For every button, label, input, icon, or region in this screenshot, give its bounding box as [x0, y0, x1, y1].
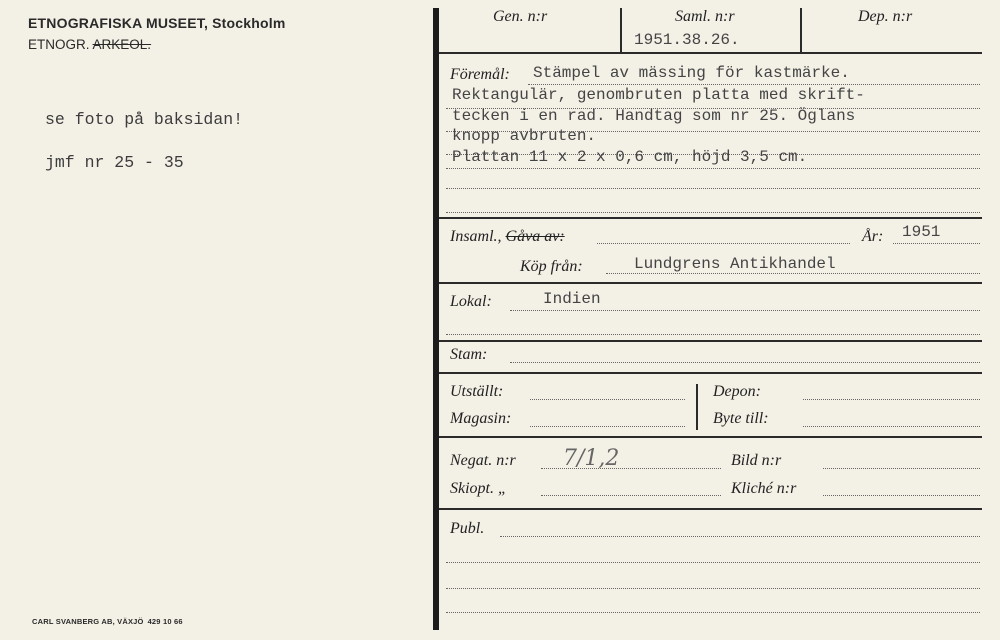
dotline-bild	[823, 468, 980, 469]
dotline-insaml	[597, 243, 850, 244]
dotline-magasin	[530, 426, 685, 427]
foremal-line-1: Stämpel av mässing för kastmärke.	[533, 64, 850, 82]
dotline-lokal-1	[510, 310, 980, 311]
rule-insaml	[439, 282, 982, 284]
utstallt-label: Utställt:	[450, 383, 504, 400]
dotline-foremal-5	[446, 168, 980, 169]
rule-stam	[439, 372, 982, 374]
foremal-line-3: tecken i en rad. Handtag som nr 25. Öglans	[452, 107, 856, 125]
negat-label: Negat. n:r	[450, 452, 516, 469]
dotline-publ-4	[446, 612, 980, 613]
gen-nr-label: Gen. n:r	[493, 8, 548, 25]
bild-label: Bild n:r	[731, 452, 782, 469]
year-label: År:	[862, 228, 884, 245]
insaml-label	[450, 228, 565, 246]
lokal-label: Lokal:	[450, 293, 492, 310]
dotline-foremal-6	[446, 188, 980, 189]
header-divider-2	[800, 8, 802, 52]
rule-header	[439, 52, 982, 54]
dotline-depon	[803, 399, 980, 400]
stam-label: Stam:	[450, 346, 488, 363]
skiopt-label: Skiopt. „	[450, 480, 507, 497]
dotline-publ-1	[500, 536, 980, 537]
dep-nr-label: Dep. n:r	[858, 8, 913, 25]
dotline-kliche	[823, 495, 980, 496]
insaml-prefix: Insaml.,	[450, 228, 502, 245]
note-photo-back: se foto på baksidan!	[45, 110, 244, 129]
depon-label: Depon:	[713, 383, 761, 400]
printer-code: 429 10 66	[147, 617, 183, 626]
department-prefix: ETNOGR.	[28, 37, 90, 52]
museum-name: ETNOGRAFISKA MUSEET, Stockholm	[28, 15, 286, 31]
note-compare: jmf nr 25 - 35	[45, 153, 184, 172]
dotline-year	[893, 243, 980, 244]
storage-divider	[696, 384, 698, 430]
department-struck: ARKEOL.	[92, 37, 152, 52]
dotline-skiopt	[541, 495, 721, 496]
dotline-lokal-2	[446, 334, 980, 335]
rule-foremal	[439, 217, 982, 219]
rule-photo	[439, 508, 982, 510]
kop-fran-label: Köp från:	[520, 258, 583, 275]
kliche-label: Kliché n:r	[731, 480, 797, 497]
kop-fran-value: Lundgrens Antikhandel	[634, 255, 836, 273]
foremal-label: Föremål:	[450, 66, 510, 83]
dotline-utstallt	[530, 399, 685, 400]
publ-label: Publ.	[450, 520, 485, 537]
dotline-publ-3	[446, 588, 980, 589]
year-value: 1951	[902, 223, 941, 241]
foremal-line-2: Rektangulär, genombruten platta med skrift-	[452, 86, 865, 104]
negat-value: 7/1,2	[563, 446, 620, 471]
saml-nr-label: Saml. n:r	[675, 8, 735, 25]
dotline-publ-2	[446, 562, 980, 563]
printer-imprint	[32, 617, 183, 626]
gava-label-struck: Gåva av:	[505, 228, 565, 245]
dotline-byte	[803, 426, 980, 427]
rule-lokal	[439, 340, 982, 342]
dotline-foremal-1	[528, 84, 980, 85]
rule-storage	[439, 436, 982, 438]
lokal-value: Indien	[543, 290, 601, 308]
saml-nr-value: 1951.38.26.	[634, 31, 740, 49]
dotline-kop	[606, 273, 980, 274]
foremal-line-4: knopp avbruten.	[452, 127, 597, 145]
byte-till-label: Byte till:	[713, 410, 769, 427]
header-divider-1	[620, 8, 622, 52]
magasin-label: Magasin:	[450, 410, 512, 427]
foremal-line-5: Plattan 11 x 2 x 0,6 cm, höjd 3,5 cm.	[452, 148, 808, 166]
dotline-foremal-7	[446, 212, 980, 213]
printer-name: CARL SVANBERG AB, VÄXJÖ	[32, 617, 144, 626]
dotline-stam	[510, 362, 980, 363]
department-line	[28, 37, 151, 52]
form-border-left	[433, 8, 439, 630]
